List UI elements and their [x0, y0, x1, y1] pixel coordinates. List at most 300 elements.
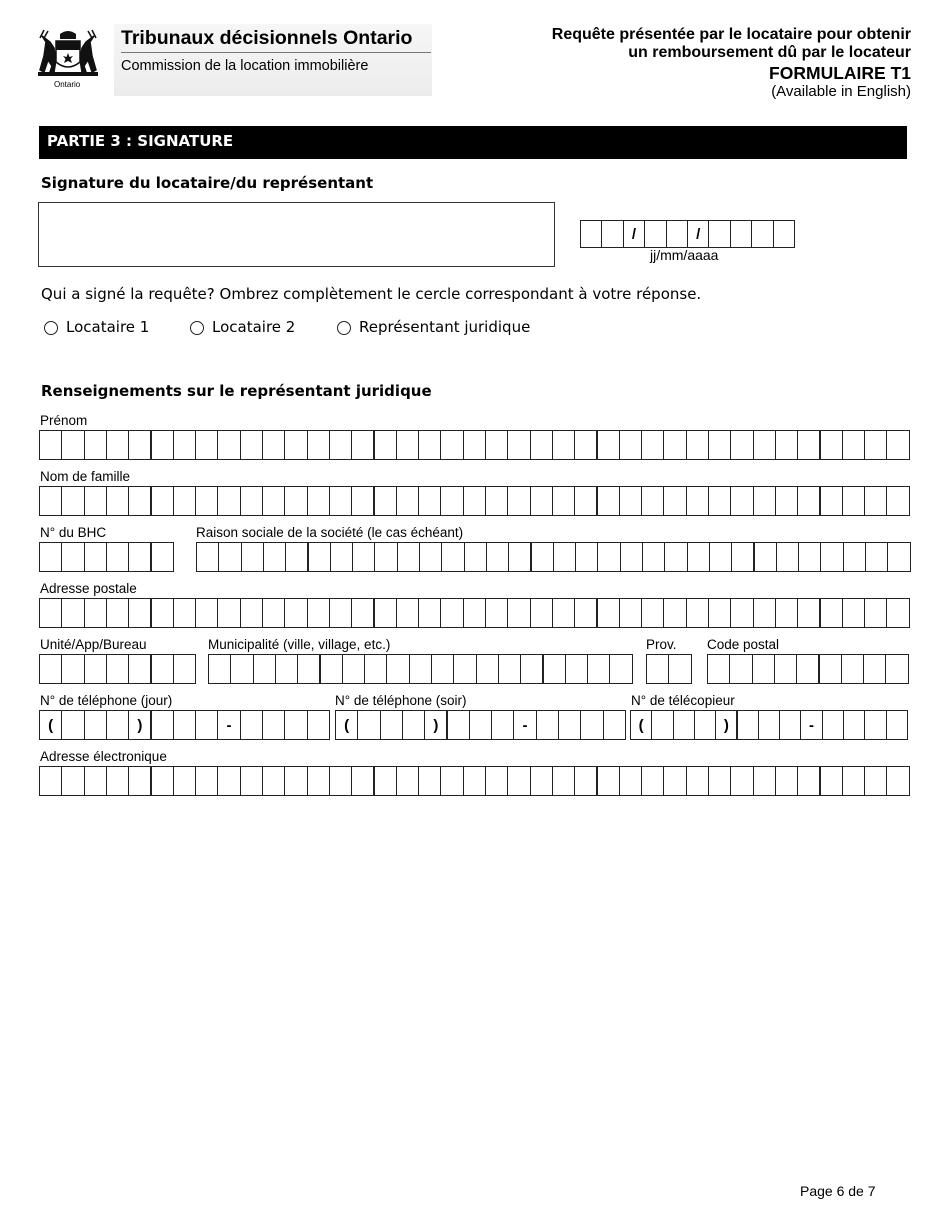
last-name-box[interactable] — [84, 486, 107, 516]
date-box[interactable] — [644, 220, 666, 248]
company-name-box[interactable] — [709, 542, 732, 572]
email-box[interactable] — [106, 766, 129, 796]
last-name-box[interactable] — [463, 486, 486, 516]
first-name-box[interactable] — [842, 430, 865, 460]
mailing-address-box[interactable] — [329, 598, 352, 628]
label-province: Prov. — [646, 637, 677, 652]
last-name-box[interactable] — [284, 486, 307, 516]
radio-label-tenant-1: Locataire 1 — [66, 318, 150, 336]
municipality-box[interactable] — [297, 654, 320, 684]
unit-box[interactable] — [128, 654, 151, 684]
company-name-box[interactable] — [508, 542, 531, 572]
company-name-box[interactable] — [486, 542, 509, 572]
phone-evening-box[interactable] — [603, 710, 626, 740]
municipality-box[interactable] — [342, 654, 365, 684]
fax-box[interactable] — [843, 710, 865, 740]
company-name-box[interactable] — [263, 542, 286, 572]
signature-box[interactable] — [38, 202, 555, 267]
first-name-box[interactable] — [84, 430, 107, 460]
mailing-address-box[interactable] — [507, 598, 530, 628]
first-name-box[interactable] — [418, 430, 441, 460]
fax-box[interactable] — [822, 710, 844, 740]
municipality-box[interactable] — [587, 654, 610, 684]
phone-day-box: - — [217, 710, 240, 740]
date-box[interactable] — [751, 220, 773, 248]
label-mailing-address: Adresse postale — [40, 581, 137, 596]
fax-box[interactable] — [694, 710, 716, 740]
last-name-box[interactable] — [307, 486, 330, 516]
mailing-address-box[interactable] — [217, 598, 240, 628]
first-name-box[interactable] — [351, 430, 374, 460]
first-name-box[interactable] — [396, 430, 419, 460]
postal-code-box[interactable] — [752, 654, 775, 684]
last-name-box[interactable] — [886, 486, 909, 516]
label-municipality: Municipalité (ville, village, etc.) — [208, 637, 391, 652]
email-box[interactable] — [284, 766, 307, 796]
label-last-name: Nom de famille — [40, 469, 131, 484]
phone-evening-box[interactable] — [536, 710, 559, 740]
company-name-box[interactable] — [330, 542, 353, 572]
company-name-box[interactable] — [664, 542, 687, 572]
first-name-box[interactable] — [151, 430, 174, 460]
mailing-address-box[interactable] — [708, 598, 731, 628]
unit-box[interactable] — [39, 654, 62, 684]
email-box[interactable] — [485, 766, 508, 796]
mailing-address-box[interactable] — [128, 598, 151, 628]
form-title-line2: un remboursement dû par le locateur — [628, 44, 911, 61]
email-box[interactable] — [753, 766, 776, 796]
mailing-address-box[interactable] — [284, 598, 307, 628]
first-name-box[interactable] — [440, 430, 463, 460]
municipality-box[interactable] — [364, 654, 387, 684]
municipality-box[interactable] — [565, 654, 588, 684]
company-name-box[interactable] — [241, 542, 264, 572]
first-name-box[interactable] — [39, 430, 62, 460]
last-name-box[interactable] — [440, 486, 463, 516]
fax-box[interactable] — [779, 710, 801, 740]
mailing-address-box[interactable] — [641, 598, 664, 628]
email-box[interactable] — [463, 766, 486, 796]
email-box[interactable] — [240, 766, 263, 796]
first-name-box[interactable] — [329, 430, 352, 460]
last-name-box[interactable] — [530, 486, 553, 516]
company-name-box[interactable] — [397, 542, 420, 572]
last-name-box[interactable] — [351, 486, 374, 516]
phone-evening-box[interactable] — [491, 710, 514, 740]
mailing-address-box[interactable] — [151, 598, 174, 628]
radio-legal-representative[interactable] — [337, 321, 351, 335]
first-name-box[interactable] — [530, 430, 553, 460]
first-name-box[interactable] — [284, 430, 307, 460]
first-name-box[interactable] — [753, 430, 776, 460]
fax-box: ( — [630, 710, 652, 740]
last-name-box[interactable] — [106, 486, 129, 516]
mailing-address-box[interactable] — [842, 598, 865, 628]
email-box[interactable] — [329, 766, 352, 796]
municipality-box[interactable] — [320, 654, 343, 684]
last-name-box[interactable] — [240, 486, 263, 516]
mailing-address-box[interactable] — [374, 598, 397, 628]
last-name-box[interactable] — [39, 486, 62, 516]
first-name-box[interactable] — [552, 430, 575, 460]
company-name-box[interactable] — [196, 542, 219, 572]
last-name-box[interactable] — [262, 486, 285, 516]
company-name-box[interactable] — [620, 542, 643, 572]
unit-box[interactable] — [151, 654, 174, 684]
fax-box: ) — [715, 710, 737, 740]
form-title-line1: Requête présentée par le locataire pour obtenir — [551, 26, 911, 43]
phone-day-box[interactable] — [61, 710, 84, 740]
phone-day-box[interactable] — [195, 710, 218, 740]
mailing-address-box[interactable] — [485, 598, 508, 628]
email-box[interactable] — [574, 766, 597, 796]
email-box[interactable] — [61, 766, 84, 796]
first-name-box[interactable] — [485, 430, 508, 460]
fax-box[interactable] — [886, 710, 908, 740]
email-box[interactable] — [619, 766, 642, 796]
company-name-box[interactable] — [754, 542, 777, 572]
radio-tenant-2[interactable] — [190, 321, 204, 335]
last-name-box[interactable] — [128, 486, 151, 516]
date-box[interactable] — [730, 220, 752, 248]
municipality-box[interactable] — [543, 654, 566, 684]
last-name-box[interactable] — [552, 486, 575, 516]
unit-box[interactable] — [61, 654, 84, 684]
last-name-box[interactable] — [574, 486, 597, 516]
label-lsuc-number: N° du BHC — [40, 525, 107, 540]
first-name-box[interactable] — [797, 430, 820, 460]
phone-day-box[interactable] — [240, 710, 263, 740]
phone-day-box[interactable] — [262, 710, 285, 740]
email-box[interactable] — [151, 766, 174, 796]
first-name-box[interactable] — [708, 430, 731, 460]
last-name-box[interactable] — [217, 486, 240, 516]
mailing-address-box[interactable] — [552, 598, 575, 628]
lsuc-number-box[interactable] — [61, 542, 84, 572]
mailing-address-box[interactable] — [173, 598, 196, 628]
email-box[interactable] — [173, 766, 196, 796]
phone-evening-box[interactable] — [558, 710, 581, 740]
phone-evening-box[interactable] — [380, 710, 403, 740]
first-name-box[interactable] — [240, 430, 263, 460]
last-name-box[interactable] — [686, 486, 709, 516]
company-name-box[interactable] — [352, 542, 375, 572]
fax-box[interactable] — [758, 710, 780, 740]
mailing-address-box[interactable] — [820, 598, 843, 628]
phone-day-box[interactable] — [106, 710, 129, 740]
municipality-box[interactable] — [453, 654, 476, 684]
fax-box[interactable] — [864, 710, 886, 740]
mailing-address-box[interactable] — [775, 598, 798, 628]
label-phone-day: N° de téléphone (jour) — [40, 693, 173, 708]
unit-box[interactable] — [84, 654, 107, 684]
company-name-box[interactable] — [419, 542, 442, 572]
mailing-address-box[interactable] — [686, 598, 709, 628]
first-name-box[interactable] — [574, 430, 597, 460]
email-box[interactable] — [374, 766, 397, 796]
first-name-box[interactable] — [106, 430, 129, 460]
municipality-box[interactable] — [230, 654, 253, 684]
last-name-box[interactable] — [507, 486, 530, 516]
last-name-box[interactable] — [418, 486, 441, 516]
lsuc-number-box[interactable] — [39, 542, 62, 572]
mailing-address-box[interactable] — [396, 598, 419, 628]
municipality-box[interactable] — [520, 654, 543, 684]
last-name-box[interactable] — [619, 486, 642, 516]
company-name-box[interactable] — [642, 542, 665, 572]
email-box[interactable] — [396, 766, 419, 796]
label-phone-evening: N° de téléphone (soir) — [335, 693, 467, 708]
first-name-box[interactable] — [663, 430, 686, 460]
first-name-box[interactable] — [173, 430, 196, 460]
email-box[interactable] — [775, 766, 798, 796]
email-box[interactable] — [217, 766, 240, 796]
municipality-box[interactable] — [476, 654, 499, 684]
email-box[interactable] — [39, 766, 62, 796]
phone-day-box[interactable] — [307, 710, 330, 740]
postal-code-box[interactable] — [863, 654, 886, 684]
first-name-box[interactable] — [864, 430, 887, 460]
mailing-address-box[interactable] — [262, 598, 285, 628]
mailing-address-box[interactable] — [574, 598, 597, 628]
fax-box[interactable] — [673, 710, 695, 740]
first-name-box[interactable] — [686, 430, 709, 460]
first-name-box[interactable] — [775, 430, 798, 460]
first-name-box[interactable] — [597, 430, 620, 460]
email-box[interactable] — [686, 766, 709, 796]
postal-code-box[interactable] — [729, 654, 752, 684]
last-name-box[interactable] — [864, 486, 887, 516]
last-name-box[interactable] — [329, 486, 352, 516]
email-box[interactable] — [307, 766, 330, 796]
company-name-box[interactable] — [887, 542, 910, 572]
company-name-box[interactable] — [865, 542, 888, 572]
email-box[interactable] — [507, 766, 530, 796]
postal-code-box[interactable] — [796, 654, 819, 684]
label-company-name: Raison sociale de la société (le cas échéant) — [196, 525, 464, 540]
last-name-box[interactable] — [374, 486, 397, 516]
mailing-address-box[interactable] — [530, 598, 553, 628]
label-first-name: Prénom — [40, 413, 88, 428]
last-name-box[interactable] — [820, 486, 843, 516]
email-box[interactable] — [440, 766, 463, 796]
form-code: FORMULAIRE T1 — [769, 63, 911, 83]
email-box[interactable] — [864, 766, 887, 796]
mailing-address-box[interactable] — [39, 598, 62, 628]
first-name-box[interactable] — [820, 430, 843, 460]
logo-caption: Ontario — [54, 80, 81, 89]
ontario-coat-of-arms-logo — [36, 26, 100, 92]
first-name-box[interactable] — [217, 430, 240, 460]
last-name-box[interactable] — [753, 486, 776, 516]
company-name-box[interactable] — [843, 542, 866, 572]
postal-code-box[interactable] — [774, 654, 797, 684]
first-name-box[interactable] — [61, 430, 84, 460]
last-name-box[interactable] — [842, 486, 865, 516]
lsuc-number-box[interactable] — [151, 542, 174, 572]
company-name-box[interactable] — [285, 542, 308, 572]
first-name-box[interactable] — [886, 430, 909, 460]
last-name-box[interactable] — [396, 486, 419, 516]
company-name-box[interactable] — [687, 542, 710, 572]
email-box[interactable] — [195, 766, 218, 796]
email-box[interactable] — [128, 766, 151, 796]
email-box[interactable] — [708, 766, 731, 796]
company-name-box[interactable] — [464, 542, 487, 572]
company-name-box[interactable] — [776, 542, 799, 572]
last-name-box[interactable] — [485, 486, 508, 516]
phone-day-box[interactable] — [84, 710, 107, 740]
mailing-address-box[interactable] — [240, 598, 263, 628]
mailing-address-box[interactable] — [730, 598, 753, 628]
page-number: Page 6 de 7 — [800, 1183, 876, 1199]
label-unit: Unité/App/Bureau — [40, 637, 147, 652]
company-name-box[interactable] — [798, 542, 821, 572]
phone-evening-box[interactable] — [357, 710, 380, 740]
phone-evening-box[interactable] — [469, 710, 492, 740]
company-name-box[interactable] — [531, 542, 554, 572]
email-box[interactable] — [730, 766, 753, 796]
mailing-address-box[interactable] — [418, 598, 441, 628]
mailing-address-box[interactable] — [864, 598, 887, 628]
municipality-box[interactable] — [409, 654, 432, 684]
phone-day-box[interactable] — [173, 710, 196, 740]
company-name-box[interactable] — [820, 542, 843, 572]
date-box[interactable] — [773, 220, 795, 248]
municipality-box[interactable] — [275, 654, 298, 684]
phone-day-box[interactable] — [151, 710, 174, 740]
first-name-box[interactable] — [195, 430, 218, 460]
last-name-box[interactable] — [61, 486, 84, 516]
province-box[interactable] — [668, 654, 691, 684]
municipality-box[interactable] — [386, 654, 409, 684]
company-name-box[interactable] — [575, 542, 598, 572]
municipality-box[interactable] — [498, 654, 521, 684]
mailing-address-box[interactable] — [84, 598, 107, 628]
email-box[interactable] — [418, 766, 441, 796]
phone-evening-box[interactable] — [447, 710, 470, 740]
company-name-box[interactable] — [308, 542, 331, 572]
last-name-box[interactable] — [708, 486, 731, 516]
email-box[interactable] — [552, 766, 575, 796]
email-box[interactable] — [842, 766, 865, 796]
last-name-box[interactable] — [663, 486, 686, 516]
email-box[interactable] — [797, 766, 820, 796]
last-name-box[interactable] — [641, 486, 664, 516]
fax-box: - — [800, 710, 822, 740]
radio-label-legal-representative: Représentant juridique — [359, 318, 531, 336]
last-name-box[interactable] — [597, 486, 620, 516]
lsuc-number-box[interactable] — [106, 542, 129, 572]
mailing-address-box[interactable] — [663, 598, 686, 628]
mailing-address-box[interactable] — [106, 598, 129, 628]
mailing-address-box[interactable] — [440, 598, 463, 628]
lsuc-number-box[interactable] — [84, 542, 107, 572]
date-box[interactable] — [580, 220, 602, 248]
company-name-box[interactable] — [553, 542, 576, 572]
last-name-box[interactable] — [173, 486, 196, 516]
fax-box[interactable] — [737, 710, 759, 740]
phone-day-box[interactable] — [284, 710, 307, 740]
mailing-address-box[interactable] — [597, 598, 620, 628]
email-box[interactable] — [663, 766, 686, 796]
postal-code-box[interactable] — [841, 654, 864, 684]
mailing-address-box[interactable] — [61, 598, 84, 628]
municipality-box[interactable] — [253, 654, 276, 684]
label-fax: N° de télécopieur — [631, 693, 735, 708]
postal-code-box[interactable] — [885, 654, 908, 684]
first-name-box[interactable] — [730, 430, 753, 460]
mailing-address-box[interactable] — [619, 598, 642, 628]
first-name-box[interactable] — [307, 430, 330, 460]
email-box[interactable] — [820, 766, 843, 796]
province-box[interactable] — [646, 654, 669, 684]
mailing-address-box[interactable] — [195, 598, 218, 628]
first-name-box[interactable] — [619, 430, 642, 460]
postal-code-box[interactable] — [819, 654, 842, 684]
mailing-address-box[interactable] — [797, 598, 820, 628]
company-name-box[interactable] — [731, 542, 754, 572]
email-box[interactable] — [641, 766, 664, 796]
company-name-box[interactable] — [597, 542, 620, 572]
mailing-address-box[interactable] — [886, 598, 909, 628]
date-box: / — [623, 220, 645, 248]
last-name-box[interactable] — [195, 486, 218, 516]
first-name-box[interactable] — [507, 430, 530, 460]
phone-evening-box[interactable] — [580, 710, 603, 740]
municipality-box[interactable] — [609, 654, 632, 684]
mailing-address-box[interactable] — [351, 598, 374, 628]
phone-evening-box[interactable] — [402, 710, 425, 740]
last-name-box[interactable] — [775, 486, 798, 516]
email-box[interactable] — [886, 766, 909, 796]
postal-code-box[interactable] — [707, 654, 730, 684]
phone-evening-box: ( — [335, 710, 358, 740]
mailing-address-box[interactable] — [753, 598, 776, 628]
email-box[interactable] — [262, 766, 285, 796]
first-name-box[interactable] — [262, 430, 285, 460]
representative-heading: Renseignements sur le représentant juridique — [41, 382, 432, 400]
mailing-address-box[interactable] — [307, 598, 330, 628]
first-name-box[interactable] — [463, 430, 486, 460]
email-box[interactable] — [84, 766, 107, 796]
fax-box[interactable] — [651, 710, 673, 740]
mailing-address-box[interactable] — [463, 598, 486, 628]
unit-box[interactable] — [173, 654, 196, 684]
first-name-box[interactable] — [128, 430, 151, 460]
email-box[interactable] — [530, 766, 553, 796]
first-name-box[interactable] — [374, 430, 397, 460]
date-box[interactable] — [666, 220, 688, 248]
company-name-box[interactable] — [374, 542, 397, 572]
last-name-box[interactable] — [730, 486, 753, 516]
date-box[interactable] — [708, 220, 730, 248]
first-name-box[interactable] — [641, 430, 664, 460]
date-box[interactable] — [601, 220, 623, 248]
email-box[interactable] — [597, 766, 620, 796]
company-name-box[interactable] — [218, 542, 241, 572]
phone-day-box: ) — [128, 710, 151, 740]
last-name-box[interactable] — [151, 486, 174, 516]
unit-box[interactable] — [106, 654, 129, 684]
radio-tenant-1[interactable] — [44, 321, 58, 335]
municipality-box[interactable] — [431, 654, 454, 684]
municipality-box[interactable] — [208, 654, 231, 684]
last-name-box[interactable] — [797, 486, 820, 516]
email-box[interactable] — [351, 766, 374, 796]
company-name-box[interactable] — [441, 542, 464, 572]
lsuc-number-box[interactable] — [128, 542, 151, 572]
